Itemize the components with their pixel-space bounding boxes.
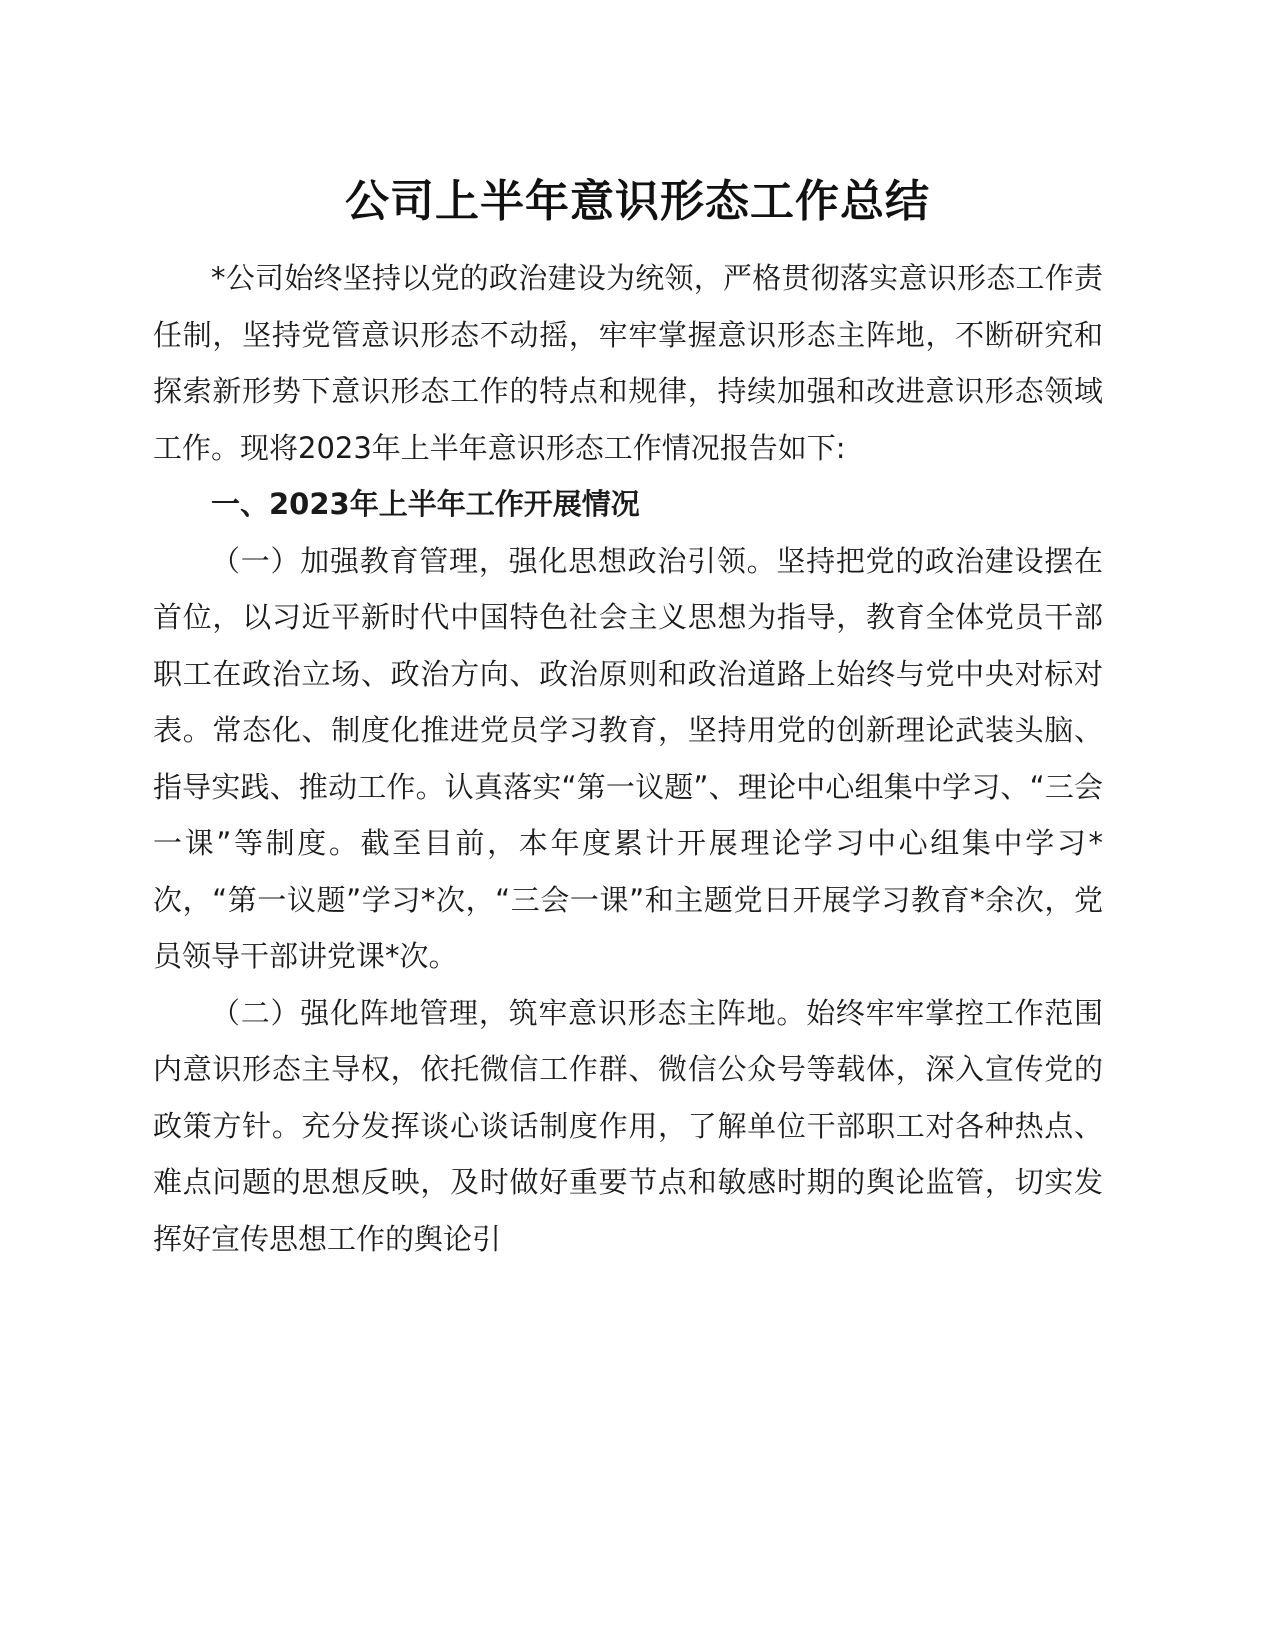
document-body bbox=[153, 250, 1103, 1267]
intro-paragraph: *公司始终坚持以党的政治建设为统领，严格贯彻落实意识形态工作责任制，坚持党管意识形态不动摇，牢牢掌握意识形态主阵地，不断研究和探索新形势下意识形态工作的特点和规律，持续加强和改进意识形态领域工作。现将2023年上半年意识形态工作情况报告如下: bbox=[153, 261, 1103, 465]
subsection-1-paragraph bbox=[153, 533, 1103, 985]
subsection-2-body: 始终牢牢掌控工作范围内意识形态主导权，依托微信工作群、微信公众号等载体，深入宣传党的政策方针。充分发挥谈心谈话制度作用，了解单位干部职工对各种热点、难点问题的思想反映，及时做好重要节点和敏感时期的舆论监管，切实发挥好宣传思想工作的舆论引 bbox=[153, 995, 1103, 1256]
subsection-1-lead: （一）加强教育管理，强化思想政治引领。 bbox=[211, 543, 777, 578]
subsection-1-body: 坚持把党的政治建设摆在首位，以习近平新时代中国特色社会主义思想为指导，教育全体党员干部职工在政治立场、政治方向、政治原则和政治道路上始终与党中央对标对表。常态化、制度化推进党员学习教育，坚持用党的创新理论武装头脑、指导实践、推动工作。认真落实“第一议题”、理论中心组集中学习、“三会一课”等制度。截至目前，本年度累计开展理论学习中心组集中学习*次，“第一议题”学习*次，“三会一课”和主题党日开展学习教育*余次，党员领导干部讲党课*次。 bbox=[153, 543, 1103, 973]
document-title: 公司上半年意识形态工作总结 bbox=[345, 176, 930, 227]
subsection-2-lead: （二）强化阵地管理，筑牢意识形态主阵地。 bbox=[211, 995, 807, 1030]
subsection-2-paragraph bbox=[153, 985, 1103, 1268]
section-heading-1: 一、2023年上半年工作开展情况 bbox=[211, 487, 640, 521]
